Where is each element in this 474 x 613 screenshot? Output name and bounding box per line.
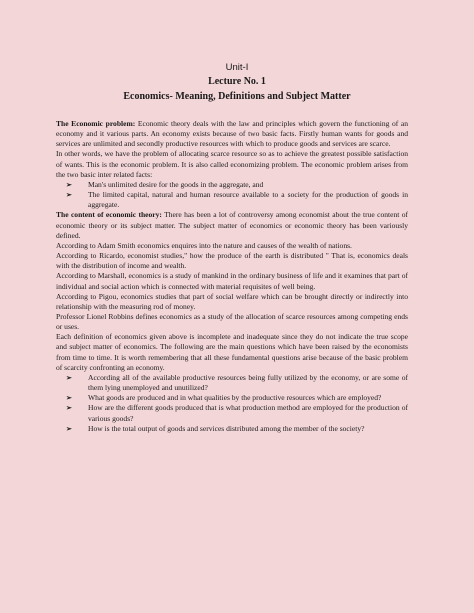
arrow-bullet-icon: ➢ xyxy=(66,394,72,403)
adam-smith-paragraph: According to Adam Smith economics enquires into the nature and causes of the wealth of nations. xyxy=(56,240,352,250)
arrow-bullet-icon: ➢ xyxy=(66,191,72,200)
list-item: ➢ The limited capital, natural and human resource available to a society for the production of goods in aggregate. xyxy=(66,190,408,210)
list-item: ➢ Man's unlimited desire for the goods in the aggregate, and xyxy=(66,179,264,189)
economic-problem-paragraph-2: In other words, we have the problem of allocating scarce resource so as to achieve the greatest possible satisfaction of wants. This is the economic problem. It is also called economizing problem. The economic problem arises from the two basic inter related facts: xyxy=(56,149,408,179)
list-item: ➢ How are the different goods produced that is what production method are employed for the production of various goods? xyxy=(66,403,408,423)
arrow-bullet-icon: ➢ xyxy=(66,424,72,433)
economic-problem-heading: The Economic problem: xyxy=(56,119,136,128)
content-theory-text: There has been a lot of controversy among economist about the true content of economic theory or its subject matter. The subject matter of economics or economic theory has been variously defined. xyxy=(56,210,408,240)
economic-problem-paragraph xyxy=(56,119,408,149)
definitions-critique-paragraph: Each definition of economics given above is incomplete and inadequate since they do not indicate the true scope and subject matter of economics. The following are the main questions which have been raised by the economists from time to time. It is worth remembering that all these fundamental questions arise because of the basic problem of scarcity confronting an economy. xyxy=(56,332,408,372)
list-item: ➢ According all of the available productive resources being fully utilized by the economy, or are some of them lying unemployed and unutilized? xyxy=(66,372,408,393)
arrow-bullet-icon: ➢ xyxy=(66,404,72,413)
lecture-number: Lecture No. 1 xyxy=(208,76,266,87)
pigou-paragraph: According to Pigou, economics studies that part of social welfare which can be brought directly or indirectly into relationship with the measuring rod of money. xyxy=(56,291,408,311)
arrow-bullet-icon: ➢ xyxy=(66,373,72,382)
economic-problem-text: Economic theory deals with the law and principles which govern the functioning of an economy and it various parts. An economy exists because of two basic facts. Firstly human wants for goods and services are unlimited and secondly productive resources with which to produce goods and services are scarce. xyxy=(56,119,409,149)
arrow-bullet-icon: ➢ xyxy=(66,180,72,189)
document-body xyxy=(56,119,408,434)
list-item: ➢ How is the total output of goods and services distributed among the member of the society? xyxy=(66,423,365,433)
content-theory-paragraph xyxy=(56,210,408,240)
questions-bullet-list xyxy=(56,373,408,434)
marshall-paragraph: According to Marshall, economics is a study of mankind in the ordinary business of life and it examines that part of individual and social action which is connected with material requisites of well being. xyxy=(56,271,408,291)
page-title: Economics- Meaning, Definitions and Subject Matter xyxy=(123,91,351,102)
unit-label: Unit-I xyxy=(225,62,249,73)
ricardo-paragraph: According to Ricardo, economist studies," how the produce of the earth is distributed " That is, economics deals with the distribution of income and wealth. xyxy=(56,251,408,271)
content-theory-heading: The content of economic theory: xyxy=(56,210,162,220)
robbins-paragraph: Professor Lionel Robbins defines economics as a study of the allocation of scarce resources among competing ends or uses. xyxy=(56,311,408,332)
list-item: ➢ What goods are produced and in what qualities by the productive resources which are employed? xyxy=(66,393,382,403)
problem-bullet-list xyxy=(56,180,408,210)
